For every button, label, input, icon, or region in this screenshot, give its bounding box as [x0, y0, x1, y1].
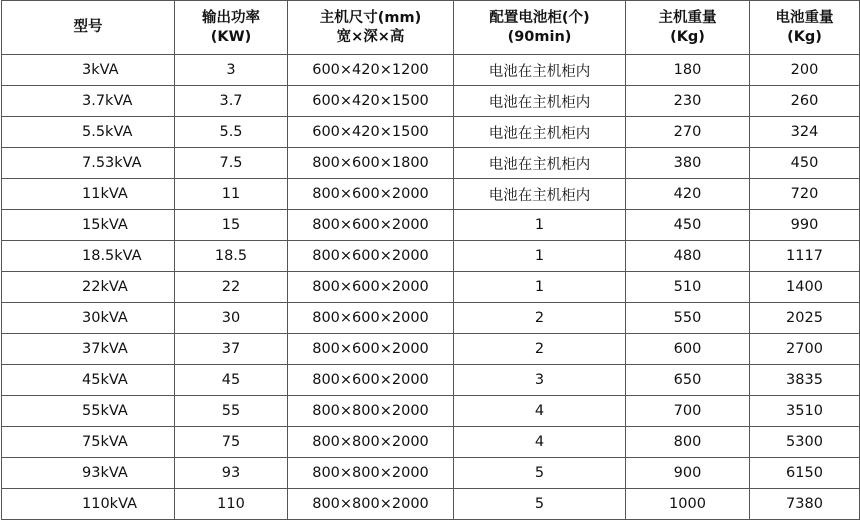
cell-battery-cabinets: 电池在主机柜内	[454, 179, 626, 210]
cell-battery-weight: 200	[750, 55, 860, 86]
cell-host-dimensions: 800×600×2000	[288, 303, 454, 334]
table-row	[2, 458, 860, 489]
table-row	[2, 365, 860, 396]
cell-host-dimensions: 800×600×2000	[288, 179, 454, 210]
cell-model: 110kVA	[2, 489, 175, 520]
header-output-power	[175, 1, 288, 55]
cell-model: 3.7kVA	[2, 86, 175, 117]
cell-host-dimensions: 800×600×2000	[288, 241, 454, 272]
cell-output-power: 30	[175, 303, 288, 334]
cell-model: 75kVA	[2, 427, 175, 458]
cell-host-weight: 480	[626, 241, 750, 272]
table-row	[2, 148, 860, 179]
table-row	[2, 241, 860, 272]
header-battery-weight-unit: (Kg)	[787, 28, 822, 45]
cell-battery-weight: 6150	[750, 458, 860, 489]
cell-model: 37kVA	[2, 334, 175, 365]
cell-output-power: 37	[175, 334, 288, 365]
cell-model: 55kVA	[2, 396, 175, 427]
cell-host-weight: 900	[626, 458, 750, 489]
cell-output-power: 3.7	[175, 86, 288, 117]
table-row	[2, 489, 860, 520]
header-output-power-unit: (KW)	[210, 28, 252, 45]
cell-host-dimensions: 800×600×2000	[288, 365, 454, 396]
cell-host-dimensions: 800×800×2000	[288, 396, 454, 427]
cell-host-weight: 420	[626, 179, 750, 210]
table-row	[2, 427, 860, 458]
cell-model: 15kVA	[2, 210, 175, 241]
header-host-dimensions-label: 主机尺寸(mm)	[319, 9, 422, 26]
cell-host-weight: 650	[626, 365, 750, 396]
cell-output-power: 15	[175, 210, 288, 241]
table-row	[2, 272, 860, 303]
cell-battery-cabinets: 电池在主机柜内	[454, 55, 626, 86]
cell-host-weight: 270	[626, 117, 750, 148]
table-row	[2, 86, 860, 117]
cell-host-weight: 230	[626, 86, 750, 117]
header-battery-cabinets	[454, 1, 626, 55]
cell-battery-weight: 1117	[750, 241, 860, 272]
cell-battery-cabinets: 电池在主机柜内	[454, 86, 626, 117]
cell-host-weight: 600	[626, 334, 750, 365]
cell-model: 22kVA	[2, 272, 175, 303]
cell-battery-weight: 990	[750, 210, 860, 241]
header-output-power-label: 输出功率	[202, 9, 260, 26]
table-body	[2, 55, 860, 520]
cell-battery-weight: 5300	[750, 427, 860, 458]
cell-output-power: 75	[175, 427, 288, 458]
cell-output-power: 93	[175, 458, 288, 489]
cell-host-weight: 510	[626, 272, 750, 303]
table-row	[2, 396, 860, 427]
cell-host-weight: 1000	[626, 489, 750, 520]
cell-host-dimensions: 800×600×2000	[288, 334, 454, 365]
cell-output-power: 5.5	[175, 117, 288, 148]
cell-output-power: 3	[175, 55, 288, 86]
table-row	[2, 117, 860, 148]
header-battery-weight	[750, 1, 860, 55]
cell-host-dimensions: 800×800×2000	[288, 489, 454, 520]
header-battery-weight-label: 电池重量	[775, 9, 834, 26]
table-row	[2, 210, 860, 241]
cell-output-power: 18.5	[175, 241, 288, 272]
table-header	[2, 1, 860, 55]
cell-battery-cabinets: 2	[454, 334, 626, 365]
cell-battery-cabinets: 电池在主机柜内	[454, 117, 626, 148]
cell-battery-cabinets: 4	[454, 427, 626, 458]
table-row	[2, 303, 860, 334]
header-battery-cabinets-label: 配置电池柜(个)	[489, 9, 590, 26]
cell-battery-cabinets: 1	[454, 272, 626, 303]
header-host-dimensions-unit: 宽×深×高	[336, 28, 405, 45]
cell-host-weight: 380	[626, 148, 750, 179]
cell-battery-cabinets: 5	[454, 489, 626, 520]
header-row	[2, 1, 860, 55]
cell-output-power: 110	[175, 489, 288, 520]
table-row	[2, 179, 860, 210]
cell-host-dimensions: 600×420×1500	[288, 117, 454, 148]
cell-host-dimensions: 800×800×2000	[288, 458, 454, 489]
cell-battery-weight: 3835	[750, 365, 860, 396]
cell-battery-weight: 2700	[750, 334, 860, 365]
cell-battery-weight: 324	[750, 117, 860, 148]
header-model	[2, 1, 175, 55]
cell-model: 93kVA	[2, 458, 175, 489]
cell-host-dimensions: 800×800×2000	[288, 427, 454, 458]
cell-output-power: 7.5	[175, 148, 288, 179]
cell-host-dimensions: 800×600×2000	[288, 210, 454, 241]
cell-battery-cabinets: 2	[454, 303, 626, 334]
cell-host-weight: 550	[626, 303, 750, 334]
cell-battery-weight: 1400	[750, 272, 860, 303]
cell-battery-weight: 450	[750, 148, 860, 179]
header-host-weight	[626, 1, 750, 55]
cell-battery-weight: 260	[750, 86, 860, 117]
cell-battery-weight: 720	[750, 179, 860, 210]
cell-battery-cabinets: 3	[454, 365, 626, 396]
cell-battery-weight: 3510	[750, 396, 860, 427]
cell-model: 45kVA	[2, 365, 175, 396]
cell-battery-weight: 2025	[750, 303, 860, 334]
cell-host-dimensions: 800×600×1800	[288, 148, 454, 179]
table-row	[2, 334, 860, 365]
header-host-weight-label: 主机重量	[658, 9, 717, 26]
cell-battery-weight: 7380	[750, 489, 860, 520]
cell-output-power: 55	[175, 396, 288, 427]
cell-model: 30kVA	[2, 303, 175, 334]
header-host-weight-unit: (Kg)	[670, 28, 705, 45]
cell-host-dimensions: 800×600×2000	[288, 272, 454, 303]
cell-host-weight: 800	[626, 427, 750, 458]
cell-model: 3kVA	[2, 55, 175, 86]
cell-host-weight: 700	[626, 396, 750, 427]
cell-host-weight: 180	[626, 55, 750, 86]
cell-model: 5.5kVA	[2, 117, 175, 148]
cell-host-dimensions: 600×420×1200	[288, 55, 454, 86]
cell-battery-cabinets: 1	[454, 241, 626, 272]
header-model-label: 型号	[73, 19, 103, 35]
cell-host-weight: 450	[626, 210, 750, 241]
header-battery-cabinets-unit: (90min)	[507, 28, 572, 45]
cell-host-dimensions: 600×420×1500	[288, 86, 454, 117]
header-host-dimensions	[288, 1, 454, 55]
cell-battery-cabinets: 电池在主机柜内	[454, 148, 626, 179]
cell-output-power: 45	[175, 365, 288, 396]
table-row	[2, 55, 860, 86]
cell-model: 11kVA	[2, 179, 175, 210]
cell-battery-cabinets: 5	[454, 458, 626, 489]
ups-spec-table	[1, 0, 860, 520]
cell-output-power: 22	[175, 272, 288, 303]
cell-battery-cabinets: 1	[454, 210, 626, 241]
cell-battery-cabinets: 4	[454, 396, 626, 427]
cell-output-power: 11	[175, 179, 288, 210]
cell-model: 18.5kVA	[2, 241, 175, 272]
cell-model: 7.53kVA	[2, 148, 175, 179]
